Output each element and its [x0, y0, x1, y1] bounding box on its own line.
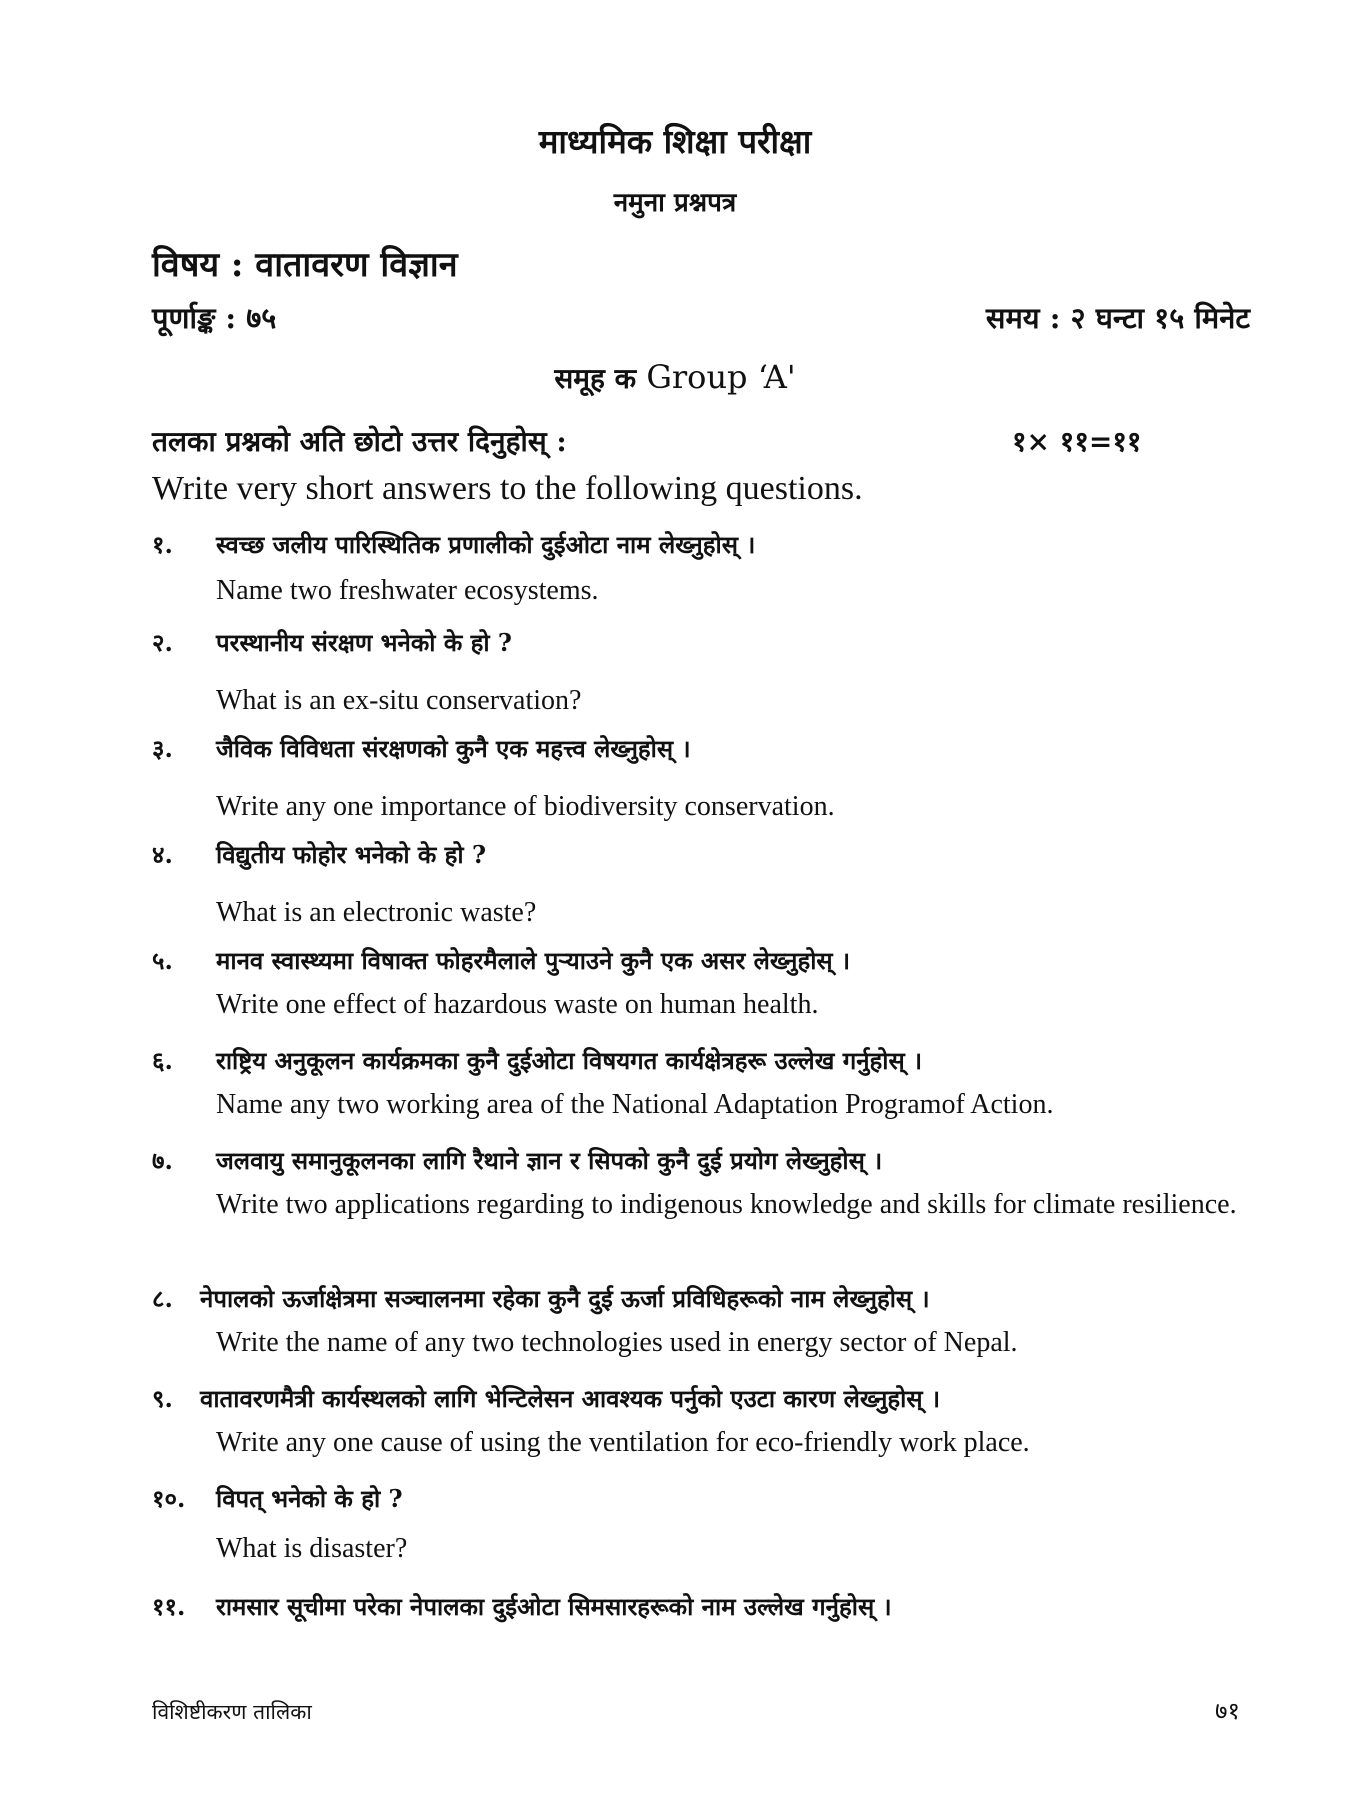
question-text-en: Write the name of any two technologies used in energy sector of Nepal.: [216, 1327, 1018, 1358]
question-number: ३.: [152, 734, 173, 763]
question-number: ६.: [152, 1046, 173, 1075]
instruction-np: तलका प्रश्नको अति छोटो उत्तर दिनुहोस् :: [152, 425, 567, 458]
group-label-en: Group ‘A': [646, 358, 796, 396]
question-text-en: Write two applications regarding to indigenous knowledge and skills for climate resilience.: [216, 1189, 1237, 1220]
question-number: २.: [152, 628, 173, 657]
question-number: ११.: [152, 1592, 186, 1621]
question-number: ५.: [152, 946, 173, 975]
question-text-en: Name any two working area of the National Adaptation Programof Action.: [216, 1089, 1054, 1120]
question-item: [152, 732, 1262, 826]
question-number: ४.: [152, 840, 173, 869]
question-text-en: Write any one cause of using the ventilation for eco-friendly work place.: [216, 1427, 1030, 1458]
exam-title: माध्यमिक शिक्षा परीक्षा: [538, 122, 812, 161]
instruction-marks: १× ११=११: [1012, 425, 1142, 458]
question-item: [152, 944, 1262, 1024]
question-text-en: What is disaster?: [216, 1533, 408, 1564]
question-text-np: रामसार सूचीमा परेका नेपालका दुईओटा सिमसारहरूको नाम उल्लेख गर्नुहोस् ।: [216, 1592, 892, 1621]
question-text-np: वातावरणमैत्री कार्यस्थलको लागि भेन्टिलेसन आवश्यक पर्नुको एउटा कारण लेख्नुहोस् ।: [200, 1384, 941, 1413]
question-text-en: Write one effect of hazardous waste on human health.: [216, 989, 819, 1020]
question-text-np: जैविक विविधता संरक्षणको कुनै एक महत्त्व लेख्नुहोस् ।: [216, 734, 691, 763]
question-item: [152, 1044, 1262, 1124]
question-item: [152, 1282, 1262, 1362]
page-number: ७१: [1215, 1697, 1240, 1725]
question-item: [152, 528, 1262, 610]
instruction-en: Write very short answers to the following questions.: [152, 470, 863, 507]
question-item: [152, 838, 1262, 932]
question-text-np: मानव स्वास्थ्यमा विषाक्त फोहरमैलाले पुऱ्याउने कुनै एक असर लेख्नुहोस् ।: [216, 946, 851, 975]
exam-time: समय : २ घन्टा १५ मिनेट: [985, 301, 1250, 335]
question-text-np: जलवायु समानुकूलनका लागि रैथाने ज्ञान र सिपको कुनै दुई प्रयोग लेख्नुहोस् ।: [216, 1146, 883, 1175]
question-item: [152, 1144, 1262, 1224]
group-heading: [0, 358, 1350, 397]
question-number: ७.: [152, 1146, 173, 1175]
question-item: [152, 1482, 1262, 1568]
question-item: [152, 1590, 1262, 1624]
subject-line: विषय : वातावरण विज्ञान: [152, 245, 458, 285]
question-text-en: Write any one importance of biodiversity conservation.: [216, 791, 835, 822]
footer-section-title: विशिष्टीकरण तालिका: [152, 1700, 312, 1724]
question-text-np: विद्युतीय फोहोर भनेको के हो ?: [216, 840, 487, 869]
question-text-np: विपत् भनेको के हो ?: [216, 1484, 403, 1513]
question-text-en: What is an electronic waste?: [216, 897, 537, 928]
question-text-en: Name two freshwater ecosystems.: [216, 575, 599, 606]
question-number: ९.: [152, 1384, 173, 1413]
question-text-en: What is an ex-situ conservation?: [216, 685, 582, 716]
full-marks: पूर्णाङ्क : ७५: [152, 301, 277, 335]
question-number: १०.: [152, 1484, 186, 1513]
question-text-np: नेपालको ऊर्जाक्षेत्रमा सञ्चालनमा रहेका कुनै दुई ऊर्जा प्रविधिहरूको नाम लेख्नुहोस् ।: [200, 1284, 930, 1313]
question-text-np: राष्ट्रिय अनुकूलन कार्यक्रमका कुनै दुईओटा विषयगत कार्यक्षेत्रहरू उल्लेख गर्नुहोस् ।: [216, 1046, 923, 1075]
question-text-np: स्वच्छ जलीय पारिस्थितिक प्रणालीको दुईओटा नाम लेख्नुहोस् ।: [216, 530, 756, 559]
question-text-np: परस्थानीय संरक्षण भनेको के हो ?: [216, 628, 512, 657]
question-number: १.: [152, 530, 173, 559]
group-label-np: समूह क: [554, 362, 637, 395]
question-number: ८.: [152, 1284, 173, 1313]
question-item: [152, 1382, 1262, 1462]
question-item: [152, 626, 1262, 720]
exam-subtitle: नमुना प्रश्नपत्र: [613, 188, 737, 218]
